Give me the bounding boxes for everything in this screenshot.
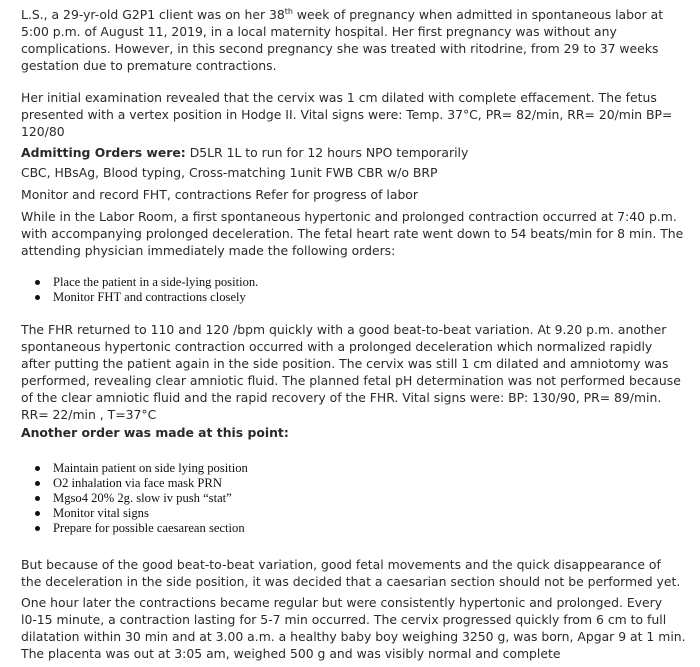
admitting-orders	[21, 144, 686, 161]
text-line: One hour later the contractions became regular but were consistently hypertonic and prolonged. Every	[21, 595, 663, 610]
fhr-recovery-paragraph	[21, 321, 686, 423]
text-line: the deceleration in the side position, it was decided that a caesarian section should not be performed yet.	[21, 574, 681, 589]
list-item: Monitor vital signs	[34, 506, 248, 521]
text-line: L.S., a 29-yr-old G2P1 client was on her 38th week of pregnancy when admitted in spontaneous labor at	[21, 6, 664, 22]
list-item: Monitor FHT and contractions closely	[34, 290, 258, 305]
list-item: Maintain patient on side lying position	[34, 461, 248, 476]
text-line: gestation due to premature contractions.	[21, 58, 277, 73]
text-line: of the clear amniotic fluid and the rapid recovery of the FHR. Vital signs were: BP: 130/90, PR= 89/min.	[21, 390, 662, 405]
text-line: While in the Labor Room, a first spontaneous hypertonic and prolonged contraction occurred at 7:40 p.m.	[21, 209, 677, 224]
physician-orders-list	[34, 275, 258, 305]
text-line: with accompanying prolonged deceleration. The fetal heart rate went down to 54 beats/min for 8 min. The	[21, 226, 684, 241]
admitting-orders-line-2	[21, 164, 686, 181]
text-line: attending physician immediately made the following orders:	[21, 243, 396, 258]
text-line: spontaneous hypertonic contraction occurred with a prolonged deceleration which normalized rapidly	[21, 339, 653, 354]
text-line: The placenta was out at 3:05 am, weighed 500 g and was visibly normal and complete	[21, 646, 561, 661]
text-line: Her initial examination revealed that the cervix was 1 cm dilated with complete effacement. The fetus	[21, 90, 657, 105]
admitting-orders-line-3	[21, 186, 686, 203]
decision-paragraph	[21, 556, 686, 590]
text-line: performed, revealing clear amniotic fluid. The planned fetal pH determination was not performed because	[21, 373, 681, 388]
initial-exam-paragraph	[21, 89, 686, 140]
list-item: Mgso4 20% 2g. slow iv push “stat”	[34, 491, 248, 506]
text-line: after putting the patient again in the side position. The cervix was still 1 cm dilated and amniotomy was	[21, 356, 669, 371]
text-line: Monitor and record FHT, contractions Refer for progress of labor	[21, 187, 418, 202]
text-line: complications. However, in this second pregnancy she was treated with ritodrine, from 29 to 37 weeks	[21, 41, 659, 56]
second-orders-list	[34, 461, 248, 536]
delivery-paragraph	[21, 594, 686, 662]
intro-paragraph	[21, 6, 686, 74]
another-order-heading: Another order was made at this point:	[21, 425, 289, 440]
list-item: Prepare for possible caesarean section	[34, 521, 248, 536]
admitting-orders-label: Admitting Orders were:	[21, 145, 186, 160]
list-item: Place the patient in a side-lying position.	[34, 275, 258, 290]
text-line: presented with a vertex position in Hodge II. Vital signs were: Temp. 37°C, PR= 82/min, RR= 20/min BP=	[21, 107, 673, 122]
list-item: O2 inhalation via face mask PRN	[34, 476, 248, 491]
text-line: 5:00 p.m. of August 11, 2019, in a local maternity hospital. Her first pregnancy was without any	[21, 24, 617, 39]
text-line: CBC, HBsAg, Blood typing, Cross-matching 1unit FWB CBR w/o BRP	[21, 165, 438, 180]
labor-room-paragraph	[21, 208, 686, 259]
text-line: But because of the good beat-to-beat variation, good fetal movements and the quick disappearance of	[21, 557, 661, 572]
text-line: RR= 22/min , T=37°C	[21, 407, 157, 422]
text-line: The FHR returned to 110 and 120 /bpm quickly with a good beat-to-beat variation. At 9.20 p.m. another	[21, 322, 667, 337]
text-line: 120/80	[21, 124, 65, 139]
text-line: dilatation within 30 min and at 3.00 a.m. a healthy baby boy weighing 3250 g, was born, Apgar 9 at 1 min.	[21, 629, 686, 644]
text-line: l0-15 minute, a contraction lasting for 5-7 min occurred. The cervix progressed quickly from 6 cm to full	[21, 612, 667, 627]
text-line: Admitting Orders were: D5LR 1L to run for 12 hours NPO temporarily	[21, 145, 469, 160]
